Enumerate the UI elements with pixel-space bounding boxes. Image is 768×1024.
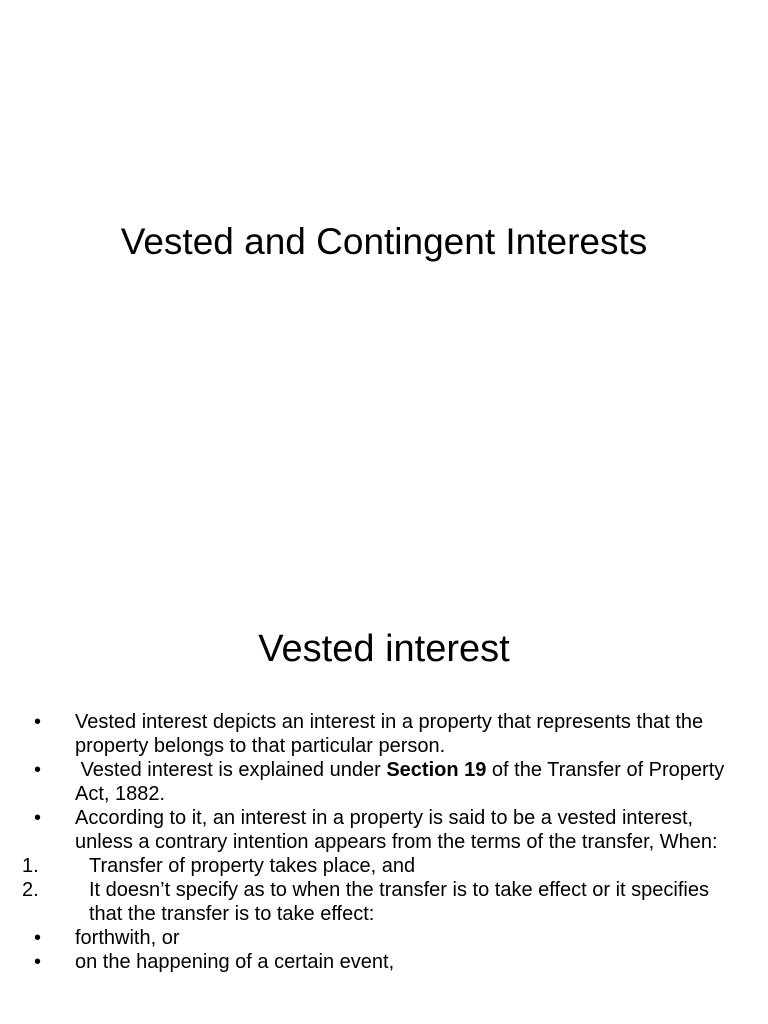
bullet-marker: • [34,759,42,781]
bullet-item [0,710,768,758]
bullet-text: on the happening of a certain event, [75,951,395,973]
bullet-text-pre: Vested interest is explained under [75,759,387,781]
slide-1-title: Vested and Contingent Interests [120,221,648,262]
section-reference: Section 19 [386,759,487,781]
bullet-text: According to it, an interest in a property is said to be a vested interest, unless a contrary intention appears from the terms of the transfer, When: [75,807,718,853]
bullet-marker: • [34,807,42,829]
numbered-item [0,878,768,926]
bullet-marker: • [34,711,42,733]
bullet-item [0,758,768,806]
bullet-text: Vested interest depicts an interest in a property that represents that the property belongs to that particular person. [75,711,704,757]
slide-2-body [0,710,768,974]
numbered-text: It doesn’t specify as to when the transfer is to take effect or it specifies that the transfer is to take effect: [89,879,709,925]
number-marker: 1. [22,855,39,877]
bullet-marker: • [34,951,42,973]
bullet-text: forthwith, or [75,927,180,949]
bullet-marker: • [34,927,42,949]
bullet-text [75,758,735,806]
bullet-item [0,926,768,950]
number-marker: 2. [22,879,39,901]
slide-2 [0,576,768,1024]
bullet-item [0,950,768,974]
bullet-item [0,806,768,854]
slide-2-title: Vested interest [258,628,510,670]
numbered-text: Transfer of property takes place, and [89,855,416,877]
numbered-item [0,854,768,878]
bullet-text-post: of the Transfer of Property Act, 1882. [75,759,729,805]
